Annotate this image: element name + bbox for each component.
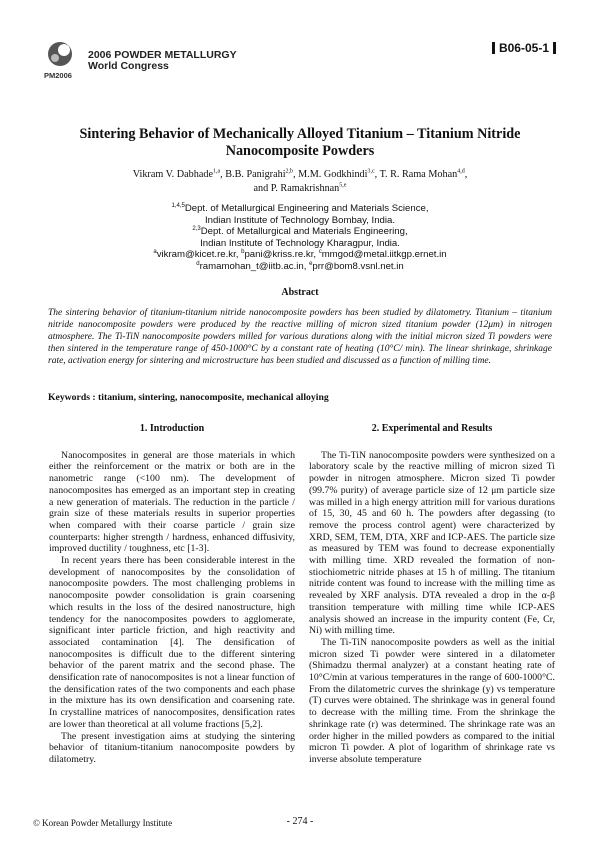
keywords bbox=[48, 392, 329, 403]
author-name: M.M. Godkhindi bbox=[298, 169, 368, 180]
author-name: T. R. Rama Mohan bbox=[379, 169, 458, 180]
keywords-list: titanium, sintering, nanocomposite, mechanical alloying bbox=[98, 392, 329, 403]
author-sup: 1,a bbox=[212, 168, 221, 175]
email-sup: e bbox=[309, 260, 313, 267]
affil-sup: 1,4,5 bbox=[171, 202, 185, 209]
author-sup: 2,b bbox=[285, 168, 294, 175]
affiliation-line: Indian Institute of Technology Kharagpur, India. bbox=[200, 237, 400, 249]
paper-id: B06-05-1 bbox=[488, 41, 560, 55]
svg-text:PM2006: PM2006 bbox=[44, 71, 72, 80]
title-line-1: Sintering Behavior of Mechanically Alloyed Titanium – Titanium Nitride bbox=[79, 126, 521, 142]
right-column bbox=[309, 423, 555, 766]
author-sep: , bbox=[374, 169, 380, 180]
email: ramamohan_t@iitb.ac.in, bbox=[199, 260, 310, 272]
email-line bbox=[100, 261, 500, 273]
email: vikram@kicet.re.kr, bbox=[156, 249, 242, 261]
left-column bbox=[49, 423, 295, 766]
email: pani@kriss.re.kr, bbox=[244, 249, 319, 261]
page-header bbox=[0, 0, 600, 90]
author-sep: , bbox=[464, 169, 468, 180]
conference-name bbox=[88, 50, 237, 72]
conference-line-2: World Congress bbox=[88, 60, 169, 72]
author-and: and bbox=[253, 182, 271, 194]
section-heading-introduction: 1. Introduction bbox=[139, 423, 205, 434]
affiliation-line: Dept. of Metallurgical and Materials Engineering, bbox=[200, 226, 408, 238]
affiliation-line: Dept. of Metallurgical Engineering and Materials Science, bbox=[184, 203, 429, 214]
author-name: B.B. Panigrahi bbox=[225, 169, 286, 180]
affiliations bbox=[100, 203, 500, 273]
abstract-heading: Abstract bbox=[281, 287, 319, 298]
page-number: - 274 - bbox=[286, 816, 314, 827]
copyright: © Korean Powder Metallurgy Institute bbox=[33, 818, 173, 828]
author-list bbox=[40, 168, 560, 195]
author-sup: 3,c bbox=[367, 168, 375, 175]
paragraph: The present investigation aims at studying the sintering behavior of titanium-titanium nanocomposite powders by dilatometry. bbox=[49, 730, 295, 765]
paragraph: The Ti-TiN nanocomposite powders were synthesized on a laboratory scale by the reactive milling of micron sized Ti powder in nitrogen atmosphere. Micron sized Ti powder (99.7% purity) of average particle size of 12 μm particle size was milled in a high energy attrition mill for various durations of 15, 30, 45 and 60 h. The powders after degassing (to remove the process control agent) were characterized by XRD, SEM, TEM, DTA, XRF and ICP-AES. The particle size as measured by TEM was found to decrease exponentially with milling time. XRD revealed the formation of non- stiochiometric nitride phases at 15 h of milling. The titanium nitride content was found to increase with the milling time as revealed by XRF analysis. DTA revealed a drop in the α-β transition temperature with milling time while ICP-AES analysis showed an increase in the impurity content (Fe, Cr, Ni) with milling time. bbox=[309, 449, 555, 637]
email-line bbox=[100, 249, 500, 261]
author-sep: , bbox=[220, 169, 226, 180]
abstract-text: The sintering behavior of titanium-titanium nitride nanocomposite powders has been studied by dilatometry. Titanium – titanium nitride nanocomposite powders were produced by the reactive milling of micron sized titanium powder (12μm) in nitrogen atmosphere. The Ti-TiN nanocomposite powders milled for various durations along with the initial micron sized Ti powders were then sintered in the temperature range of 450-1000°C by a constant rate of heating (10°C/ min). The linear shrinkage, shrinkage rate, activation energy for sintering and microstructure has been studied and discussed as a function of milling time. bbox=[48, 308, 552, 366]
paragraph: In recent years there has been considerable interest in the development of nanocomposites by the consolidation of nanocomposite powders. The most challenging problems in nanocomposite powder consolidation is grain coarsening which results in the loss of the desired nanostructure, high tendency for the nanocomposites powders to agglomerate, significant inter particle friction, and high reactivity and associated contamination [4]. The densification of nanocomposites is difficult due to the different sintering behavior of the parent matrix and the second phase. The densification rate of nanocomposites is not a linear function of the densification rates of the two components and each phase in the mixture has its own densification and coarsening rate. In crystalline matrices of nanocomposites, densification rates are lower than theoretical at all volume fractions [5,2]. bbox=[49, 555, 295, 730]
pm2006-logo bbox=[42, 40, 78, 80]
affil-sup: 2,3 bbox=[192, 226, 201, 232]
author-name: P. Ramakrishnan bbox=[270, 182, 340, 194]
affiliation-line: Indian Institute of Technology Bombay, India. bbox=[204, 214, 396, 226]
email-sup: b bbox=[241, 249, 245, 256]
email-sup: a bbox=[153, 249, 157, 256]
title-line-2: Nanocomposite Powders bbox=[225, 143, 375, 159]
email: prr@bom8.vsnl.net.in bbox=[312, 260, 404, 272]
email-sup: c bbox=[318, 249, 322, 256]
conference-line-1: 2006 POWDER METALLURGY bbox=[88, 49, 237, 61]
paragraph: Nanocomposites in general are those materials in which either the reinforcement or the matrix or both are in the nanometric range (<100 nm). The development of nanocomposites has emerged as an important step in creating a new generation of materials. The reduction in the particle / grain size of these materials results in superior properties when compared with their coarse particle / grain size counterparts: higher strength / hardness, enhanced diffusivity, improved ductility / toughness, etc [1-3]. bbox=[49, 449, 295, 555]
keywords-label: Keywords : bbox=[48, 392, 99, 403]
email-sup: d bbox=[196, 260, 200, 267]
paragraph: The Ti-TiN nanocomposite powders as well as the initial micron sized Ti powder were sintered in a dilatometer (Shimadzu thermal analyzer) at a constant heating rate of 10°C/min at various temperatures in the range of 600-1000°C. From the dilatometric curves the shrinkage (y) vs temperature (T) curves were obtained. The shrinkage was in general found to decrease with the milling time. From the shrinkage the shrinkage rate (r) was determined. The shrinkage rate was an order higher in the milled powders as compared to the initial micron Ti powder. A plot of logarithm of shrinkage rate vs inverse absolute temperature bbox=[309, 636, 555, 765]
paper-title bbox=[40, 126, 560, 160]
author-sup: 4,d bbox=[457, 168, 465, 175]
author-sep: , bbox=[293, 169, 299, 180]
section-heading-experimental: 2. Experimental and Results bbox=[371, 423, 493, 434]
author-name: Vikram V. Dabhade bbox=[132, 169, 213, 180]
author-sup: 5,e bbox=[339, 182, 347, 189]
email: mmgod@metal.iitkgp.ernet.in bbox=[321, 249, 447, 261]
